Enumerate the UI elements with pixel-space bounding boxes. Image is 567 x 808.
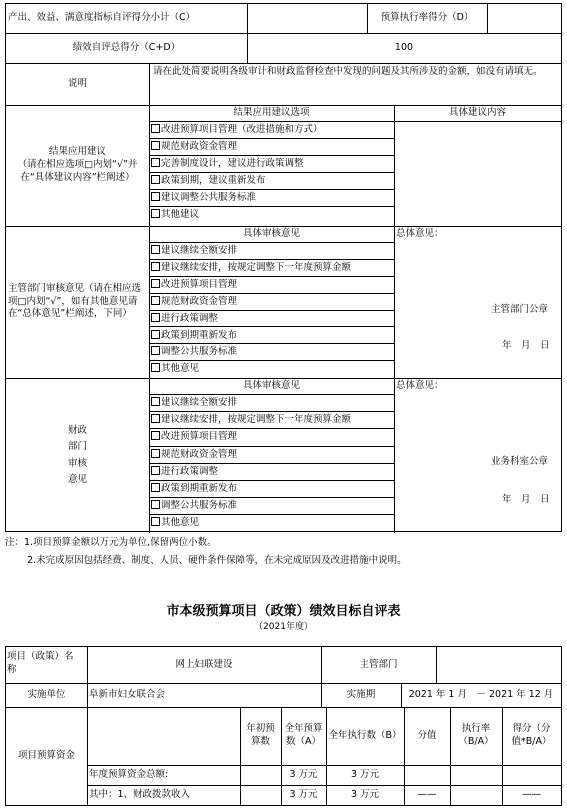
dept-options-header: 具体审核意见 (149, 226, 394, 243)
results-option-label: 其他建议 (161, 209, 200, 220)
checkbox-icon[interactable] (151, 313, 160, 322)
checkbox-icon[interactable] (151, 414, 160, 423)
checkbox-icon[interactable] (151, 245, 160, 254)
checkbox-icon[interactable] (151, 431, 160, 440)
impl-unit-label: 实施单位 (27, 688, 66, 700)
finance-date-label: 年 月 日 (502, 494, 550, 505)
row-total-annual: 3 万元 (289, 768, 318, 780)
checkbox-icon[interactable] (151, 500, 160, 509)
audit-score-label: 预算执行率得分（D） (380, 12, 474, 24)
dept-option-label: 其他意见 (161, 363, 200, 375)
period-value: 2021 年 1 月 － 2021 年 12 月 (408, 688, 554, 700)
checkbox-icon[interactable] (151, 363, 160, 372)
checkbox-icon[interactable] (151, 483, 160, 492)
total-score-value: 100 (394, 41, 414, 53)
footnote-1: 注：1.项目预算金额以万元为单位,保留两位小数。 (5, 537, 217, 548)
project-name-label: 项目（政策）名称 (7, 651, 74, 675)
col-annual-exec: 全年执行数（B） (328, 729, 402, 741)
row-fiscal-exec: 3 万元 (350, 788, 380, 800)
dept-option-7[interactable] (149, 361, 394, 378)
evaluation-table (5, 3, 562, 532)
checkbox-icon[interactable] (151, 296, 160, 305)
checkbox-icon[interactable] (151, 330, 160, 339)
dept-option-0[interactable] (149, 243, 394, 260)
dept-option-5[interactable] (149, 328, 394, 345)
note-label: 说明 (67, 77, 87, 89)
results-option-2[interactable] (149, 156, 394, 173)
finance-option-label: 规范财政资金管理 (161, 448, 238, 460)
finance-options (149, 378, 394, 533)
dept-date-label: 年 月 日 (502, 340, 550, 351)
dept-option-1[interactable] (149, 260, 394, 277)
dept-option-6[interactable] (149, 344, 394, 361)
row-fiscal-annual: 3 万元 (289, 788, 318, 800)
checkbox-icon[interactable] (151, 346, 160, 355)
results-option-label: 改进预算项目管理（改进措施和方式） (161, 124, 323, 135)
dept-option-label: 改进预算项目管理 (161, 278, 238, 290)
finance-option-label: 建议继续安排，按规定调整下一年度预算金额 (161, 414, 352, 426)
col-annual-budget: 全年预算数（A） (284, 723, 323, 747)
dept-options (149, 226, 394, 378)
checkbox-icon[interactable] (151, 262, 160, 271)
finance-options-header: 具体审核意见 (149, 378, 394, 395)
form-title: 市本级预算项目（政策）绩效目标自评表 (166, 604, 401, 619)
impl-unit-value: 阜新市妇女联合会 (89, 688, 166, 700)
dept-option-label: 规范财政资金管理 (161, 295, 238, 307)
results-option-4[interactable] (149, 190, 394, 207)
dept-in-charge-label: 主管部门 (359, 658, 398, 670)
finance-option-1[interactable] (149, 412, 394, 429)
dept-option-2[interactable] (149, 277, 394, 294)
finance-option-label: 改进预算项目管理 (161, 431, 238, 443)
finance-overall-label: 总体意见： (396, 380, 444, 391)
results-option-3[interactable] (149, 173, 394, 190)
row-total-exec: 3 万元 (350, 768, 380, 780)
period-label: 实施期 (346, 688, 376, 700)
dept-label: 主管部门审核意见（请在相应选项□内划“√”，如有其他意见请在“总体意见”栏阐述，下同） (8, 282, 142, 320)
results-option-label: 完善制度设计，建议进行政策调整 (161, 158, 304, 169)
col-result-score: 得分（分值*B/A） (511, 723, 552, 747)
results-option-label: 规范财政资金管理 (161, 141, 238, 152)
row-fiscal-result-dash: —— (522, 788, 541, 800)
finance-option-label: 政策到期重新发布 (161, 483, 238, 494)
checkbox-icon[interactable] (151, 279, 160, 288)
project-name-value: 网上妇联建设 (175, 658, 233, 670)
form-year: （2021年度） (254, 622, 313, 632)
note-text: 请在此处简要说明各级审计和财政监督检查中发现的问题及其所涉及的金额，如没有请填无。 (153, 66, 543, 77)
checkbox-icon[interactable] (151, 124, 160, 133)
subtotal-label: 产出、效益、满意度指标自评得分小计（C） (8, 12, 196, 24)
results-option-label: 建议调整公共服务标准 (161, 192, 257, 203)
finance-option-2[interactable] (149, 429, 394, 446)
funds-label: 项目预算资金 (17, 749, 75, 761)
checkbox-icon[interactable] (151, 397, 160, 406)
finance-option-label: 进行政策调整 (161, 465, 219, 477)
results-label: 结果应用建议 （请在相应选项□内划“√”并在“具体建议内容”栏阐述） (17, 146, 138, 183)
dept-option-label: 建议继续安排，按规定调整下一年度预算金额 (161, 261, 352, 273)
finance-option-0[interactable] (149, 395, 394, 412)
results-content-header: 具体建议内容 (448, 107, 506, 119)
row-fiscal-label: 其中：1、财政拨款收入 (89, 788, 191, 800)
finance-option-label: 建议继续全额安排 (161, 397, 238, 408)
results-option-label: 政策到期，建议重新发布 (161, 175, 266, 186)
dept-option-3[interactable] (149, 294, 394, 311)
results-options-header: 结果应用建议选项 (149, 105, 394, 122)
finance-option-7[interactable] (149, 515, 394, 532)
performance-table (5, 646, 562, 806)
finance-option-label: 调整公共服务标准 (161, 500, 238, 512)
dept-option-label: 调整公共服务标准 (161, 346, 238, 358)
finance-option-5[interactable] (149, 481, 394, 498)
checkbox-icon[interactable] (151, 192, 160, 201)
checkbox-icon[interactable] (151, 209, 160, 218)
finance-option-label: 其他意见 (161, 517, 200, 529)
total-score-label: 绩效自评总得分（C+D） (72, 41, 181, 53)
dept-option-label: 进行政策调整 (161, 312, 219, 324)
checkbox-icon[interactable] (151, 466, 160, 475)
dept-overall-label: 总体意见： (396, 228, 444, 239)
dept-in-charge-value (436, 647, 561, 683)
results-options (149, 105, 394, 226)
checkbox-icon[interactable] (151, 158, 160, 167)
finance-option-3[interactable] (149, 447, 394, 464)
finance-option-4[interactable] (149, 464, 394, 481)
col-initial-budget: 年初预算数 (246, 723, 275, 747)
checkbox-icon[interactable] (151, 141, 160, 150)
results-option-5[interactable] (149, 207, 394, 224)
col-exec-rate: 执行率（B/A） (458, 723, 494, 747)
row-total-label: 年度预算资金总额: (89, 768, 169, 780)
dept-option-label: 政策到期重新发布 (161, 329, 238, 341)
results-option-0[interactable] (149, 122, 394, 139)
checkbox-icon[interactable] (151, 449, 160, 458)
row-fiscal-score-dash: —— (417, 788, 437, 800)
dept-option-label: 建议继续全额安排 (161, 245, 238, 256)
checkbox-icon[interactable] (151, 175, 160, 184)
finance-label: 财政 部门 审核 意见 (67, 425, 87, 485)
finance-seal-label: 业务科室公章 (491, 456, 549, 467)
results-option-1[interactable] (149, 139, 394, 156)
checkbox-icon[interactable] (151, 517, 160, 526)
col-score: 分值 (417, 729, 437, 741)
dept-option-4[interactable] (149, 311, 394, 328)
finance-option-6[interactable] (149, 498, 394, 515)
dept-seal-label: 主管部门公章 (491, 304, 549, 315)
footnote-2: 2.未完成原因包括经费、制度、人员、硬件条件保障等，在未完成原因及改进措施中说明。 (27, 555, 407, 566)
